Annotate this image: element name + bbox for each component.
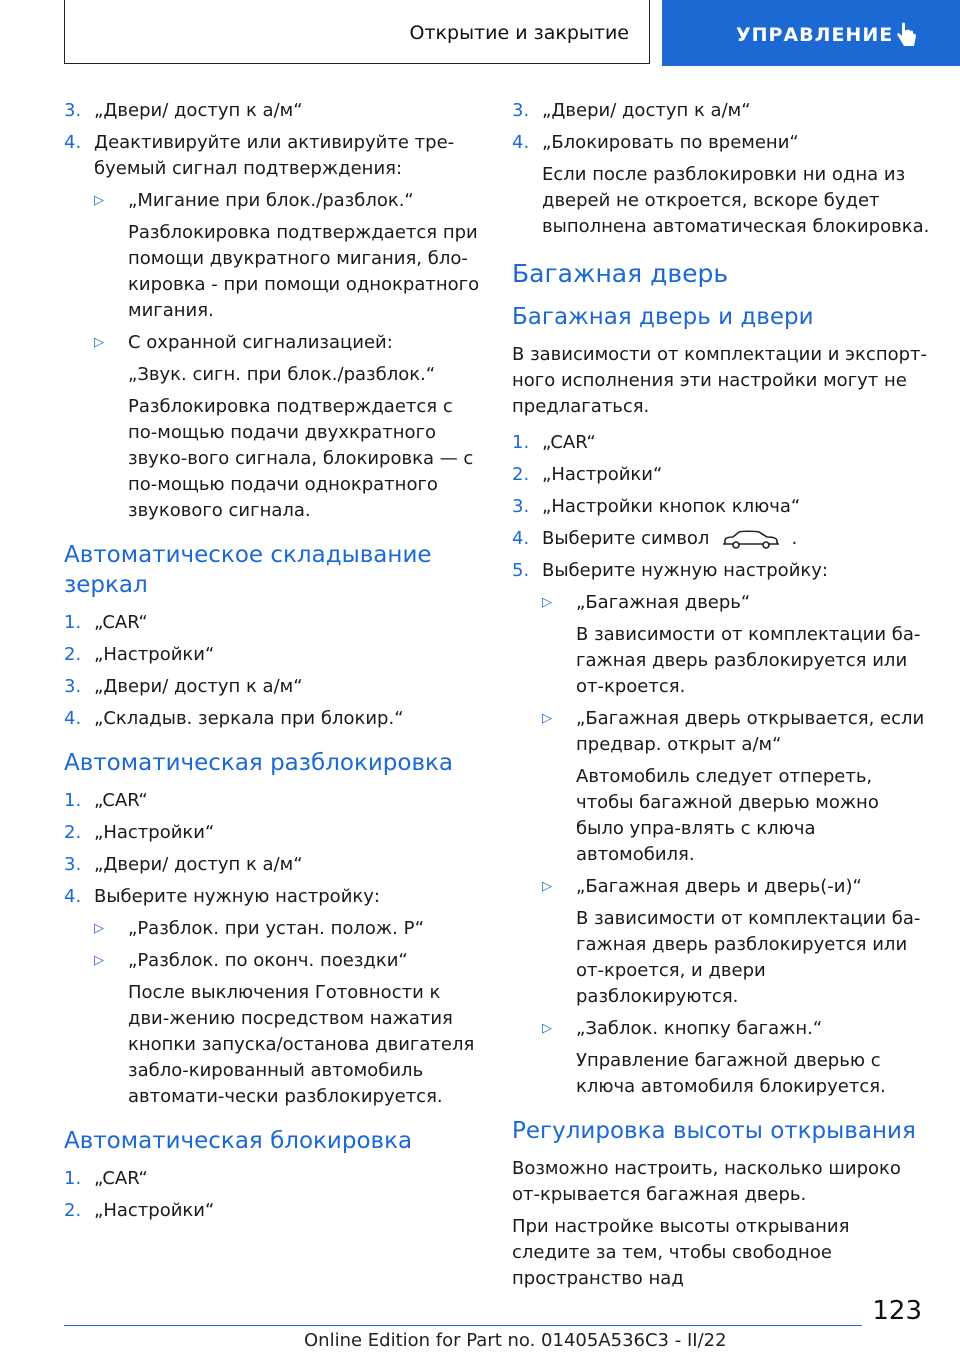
list-number: 2. — [512, 464, 530, 485]
list-text — [542, 526, 932, 552]
hand-pointer-icon — [894, 22, 920, 50]
list-number: 1. — [64, 612, 82, 633]
bullet-item — [94, 188, 484, 214]
bullet-text: „Багажная дверь открывается, если предвар. открыт а/м“ — [576, 708, 925, 755]
list-number: 2. — [64, 644, 82, 665]
chapter-title: УПРАВЛЕНИЕ — [736, 24, 894, 46]
list-text: „Двери/ доступ к а/м“ — [94, 676, 303, 697]
list-item — [64, 130, 484, 182]
heading-auto-lock: Автоматическая блокировка — [64, 1128, 413, 1154]
list-number: 1. — [64, 790, 82, 811]
list-item — [512, 462, 932, 488]
list-text: Деактивируйте или активируйте тре-буемый сигнал подтверждения: — [94, 132, 455, 179]
bullet-item — [542, 706, 932, 758]
list-item — [512, 430, 932, 456]
list-text: „Настройки кнопок ключа“ — [542, 496, 801, 517]
bullet-text: „Багажная дверь и дверь(-и)“ — [576, 876, 862, 897]
paragraph: При настройке высоты открывания следите за тем, чтобы свободное пространство над — [512, 1216, 850, 1289]
chapter-tab — [662, 0, 960, 66]
list-number: 2. — [64, 822, 82, 843]
list-number: 4. — [64, 132, 82, 153]
bullet-description: В зависимости от комплектации ба-гажная дверь разблокируется или от-кроется, и двери разблокируются. — [576, 908, 921, 1007]
bullet-item — [542, 874, 932, 900]
list-number: 4. — [512, 528, 530, 549]
bullet-description: Автомобиль следует отпереть, чтобы багажной дверью можно было упра-влять с ключа автомобиля. — [576, 766, 879, 865]
paragraph: Возможно настроить, насколько широко от-крывается багажная дверь. — [512, 1158, 901, 1205]
page-header — [0, 0, 960, 66]
heading-opening-height: Регулировка высоты открывания — [512, 1118, 916, 1144]
bullet-description: Разблокировка подтверждается при помощи двукратного мигания, бло-кировка - при помощи однократного мигания. — [128, 222, 480, 321]
list-number: 4. — [64, 886, 82, 907]
list-item — [64, 98, 484, 124]
list-text: „Настройки“ — [94, 822, 215, 843]
section-tab — [64, 0, 650, 64]
list-text: „Настройки“ — [542, 464, 663, 485]
list-text: „CAR“ — [94, 1168, 148, 1189]
list-item — [512, 98, 932, 124]
list-number: 3. — [64, 676, 82, 697]
list-text: „CAR“ — [542, 432, 596, 453]
list-number: 3. — [512, 496, 530, 517]
list-text: „Складыв. зеркала при блокир.“ — [94, 708, 404, 729]
edition-label: Online Edition for Part no. 01405A536C3 - II/22 — [304, 1330, 727, 1351]
triangle-bullet-icon: ▷ — [542, 879, 552, 894]
bullet-text: „Разблок. при устан. полож. P“ — [128, 918, 425, 939]
bullet-text: „Заблок. кнопку багажн.“ — [576, 1018, 823, 1039]
list-number: 1. — [512, 432, 530, 453]
car-key-icon — [721, 528, 781, 550]
triangle-bullet-icon: ▷ — [94, 921, 104, 936]
item-description: Если после разблокировки ни одна из дверей не откроется, вскоре будет выполнена автоматическая блокировка. — [542, 164, 930, 237]
list-number: 1. — [64, 1168, 82, 1189]
list-item — [512, 494, 932, 520]
list-number: 2. — [64, 1200, 82, 1221]
list-number: 3. — [512, 100, 530, 121]
triangle-bullet-icon: ▷ — [542, 1021, 552, 1036]
list-item — [64, 642, 484, 668]
bullet-subitem: „Звук. сигн. при блок./разблок.“ — [128, 364, 436, 385]
section-title: Открытие и закрытие — [409, 22, 629, 44]
triangle-bullet-icon: ▷ — [542, 711, 552, 726]
step4-tail: . — [791, 528, 798, 549]
bullet-item — [542, 590, 932, 616]
list-text: Выберите нужную настройку: — [542, 560, 828, 581]
list-item — [512, 130, 932, 156]
triangle-bullet-icon: ▷ — [94, 335, 104, 350]
list-number: 4. — [64, 708, 82, 729]
bullet-text: „Мигание при блок./разблок.“ — [128, 190, 414, 211]
triangle-bullet-icon: ▷ — [94, 193, 104, 208]
bullet-item — [542, 1016, 932, 1042]
list-text: „Двери/ доступ к а/м“ — [542, 100, 751, 121]
heading-mirror-folding: Автоматическое складывание зеркал — [64, 542, 432, 598]
bullet-description: В зависимости от комплектации ба-гажная дверь разблокируется или от-кроется. — [576, 624, 921, 697]
list-item — [64, 674, 484, 700]
list-number: 5. — [512, 560, 530, 581]
list-text: „Настройки“ — [94, 1200, 215, 1221]
list-text: „CAR“ — [94, 790, 148, 811]
page-number: 123 — [872, 1296, 922, 1326]
left-column — [64, 98, 484, 1230]
list-item — [64, 610, 484, 636]
bullet-text: „Багажная дверь“ — [576, 592, 751, 613]
list-item — [64, 820, 484, 846]
list-text: „Двери/ доступ к а/м“ — [94, 100, 303, 121]
list-number: 3. — [64, 100, 82, 121]
bullet-item — [94, 948, 484, 974]
list-item — [64, 706, 484, 732]
step4-label: Выберите символ — [542, 528, 710, 549]
list-text: „Блокировать по времени“ — [542, 132, 799, 153]
triangle-bullet-icon: ▷ — [94, 953, 104, 968]
list-item — [64, 1166, 484, 1192]
right-column — [512, 98, 932, 1298]
list-text: Выберите нужную настройку: — [94, 886, 380, 907]
heading-tailgate-doors: Багажная дверь и двери — [512, 304, 814, 330]
list-text: „CAR“ — [94, 612, 148, 633]
intro-paragraph: В зависимости от комплектации и экспорт-ного исполнения эти настройки могут не предлагаться. — [512, 344, 928, 417]
list-item — [64, 884, 484, 910]
footer-divider — [64, 1325, 862, 1326]
triangle-bullet-icon: ▷ — [542, 595, 552, 610]
list-number: 4. — [512, 132, 530, 153]
heading-tailgate: Багажная дверь — [512, 259, 729, 288]
list-item — [64, 1198, 484, 1224]
heading-auto-unlock: Автоматическая разблокировка — [64, 750, 454, 776]
bullet-description: Управление багажной дверью с ключа автомобиля блокируется. — [576, 1050, 886, 1097]
bullet-item — [94, 916, 484, 942]
list-item — [64, 788, 484, 814]
list-text: „Настройки“ — [94, 644, 215, 665]
bullet-description: После выключения Готовности к дви-жению посредством нажатия кнопки запуска/останова двигателя забло-кированный автомобиль автомати-чески разблокируется. — [128, 982, 475, 1107]
list-number: 3. — [64, 854, 82, 875]
bullet-description: Разблокировка подтверждается с по-мощью подачи двухкратного звуко-вого сигнала, блокировка — с по-мощью подачи однократного звукового сигнала. — [128, 396, 474, 521]
list-item — [64, 852, 484, 878]
bullet-text: „Разблок. по оконч. поездки“ — [128, 950, 408, 971]
bullet-text: С охранной сигнализацией: — [128, 332, 393, 353]
bullet-item — [94, 330, 484, 356]
list-text: „Двери/ доступ к а/м“ — [94, 854, 303, 875]
list-item — [512, 526, 932, 552]
list-item — [512, 558, 932, 584]
